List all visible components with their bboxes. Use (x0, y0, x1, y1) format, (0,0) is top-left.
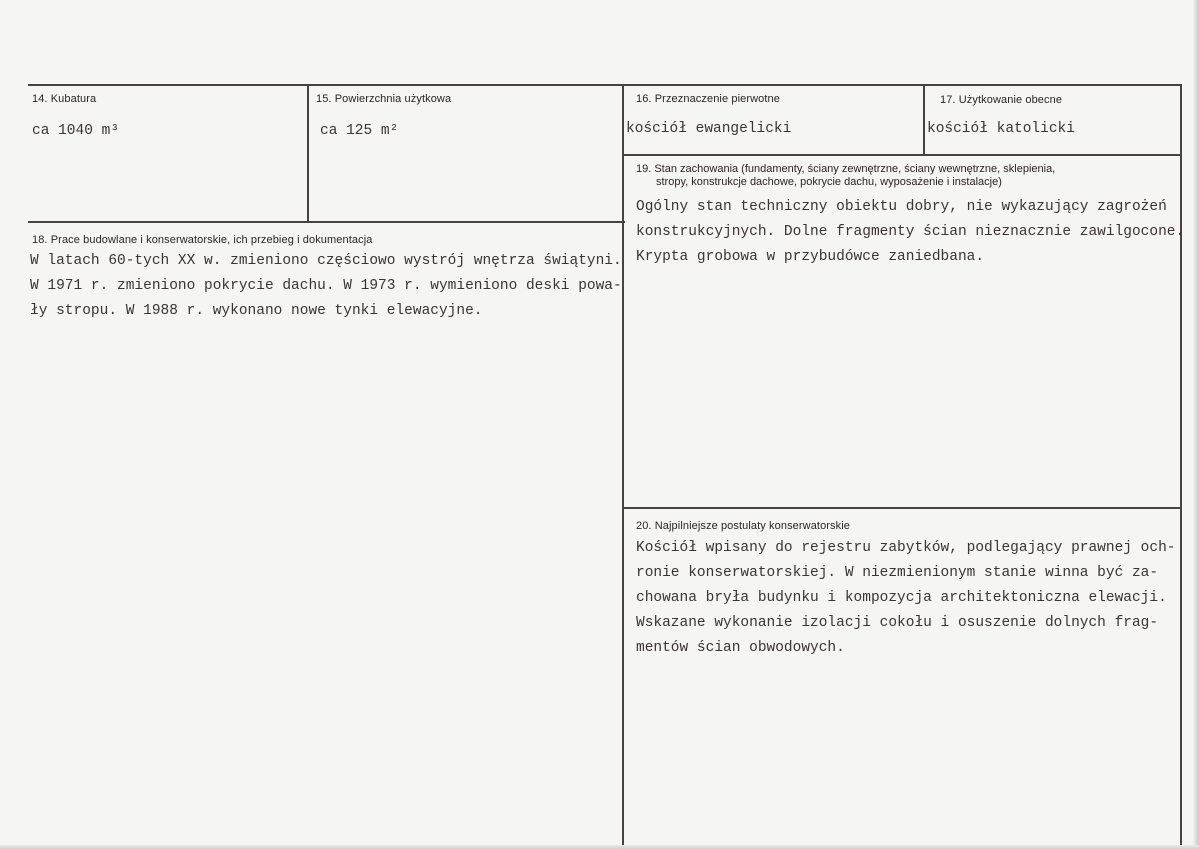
divider-14-15 (307, 84, 309, 223)
field-18-line: ły stropu. W 1988 r. wykonano nowe tynki elewacyjne. (30, 303, 483, 319)
field-20-line: ronie konserwatorskiej. W niezmienionym stanie winna być za- (636, 565, 1159, 581)
rule-below-14-15 (28, 221, 625, 223)
field-16-value: kościół ewangelicki (626, 121, 792, 137)
field-20-line: Kościół wpisany do rejestru zabytków, podlegający prawnej och- (636, 540, 1176, 556)
field-16-label: 16. Przeznaczenie pierwotne (636, 93, 780, 105)
rule-below-16-17 (623, 154, 1182, 156)
field-14-label: 14. Kubatura (32, 93, 97, 105)
field-19-line: Krypta grobowa w przybudówce zaniedbana. (636, 249, 985, 265)
field-19-label-line: 19. Stan zachowania (fundamenty, ściany zewnętrzne, ściany wewnętrzne, sklepienia, (636, 163, 1056, 175)
field-20-text (636, 536, 1176, 661)
rule-above-20 (623, 507, 1182, 509)
field-17-value: kościół katolicki (927, 121, 1075, 137)
field-20-line: chowana bryła budynku i kompozycja architektoniczna elewacji. (636, 590, 1167, 606)
field-19-line: Ogólny stan techniczny obiektu dobry, nie wykazujący zagrożeń (636, 199, 1167, 215)
field-20-line: Wskazane wykonanie izolacji cokołu i osuszenie dolnych frag- (636, 615, 1159, 631)
field-19-label (636, 163, 1055, 189)
field-15-value: ca 125 m² (320, 123, 399, 139)
field-20-line: mentów ścian obwodowych. (636, 640, 845, 656)
field-19-label-line: stropy, konstrukcje dachowe, pokrycie dachu, wyposażenie i instalacje) (656, 176, 1002, 188)
field-15-label: 15. Powierzchnia użytkowa (316, 93, 452, 105)
field-17-label: 17. Użytkowanie obecne (940, 94, 1063, 106)
paper-edge-right (1193, 0, 1199, 849)
divider-16-17 (923, 84, 925, 156)
top-rule (28, 84, 1182, 86)
field-18-line: W 1971 r. zmieniono pokrycie dachu. W 1973 r. wymieniono deski powa- (30, 278, 622, 294)
field-19-line: konstrukcyjnych. Dolne fragmenty ścian nieznacznie zawilgocone. (636, 224, 1185, 240)
field-18-text (30, 249, 622, 324)
field-20-label: 20. Najpilniejsze postulaty konserwatorskie (636, 520, 851, 532)
field-14-value: ca 1040 m³ (32, 123, 120, 139)
field-19-text (636, 195, 1184, 270)
paper-edge-bottom (0, 845, 1199, 849)
field-18-line: W latach 60-tych XX w. zmieniono częściowo wystrój wnętrza świątyni. (30, 253, 622, 269)
divider-center (622, 84, 624, 849)
field-18-label: 18. Prace budowlane i konserwatorskie, ich przebieg i dokumentacja (32, 234, 373, 246)
